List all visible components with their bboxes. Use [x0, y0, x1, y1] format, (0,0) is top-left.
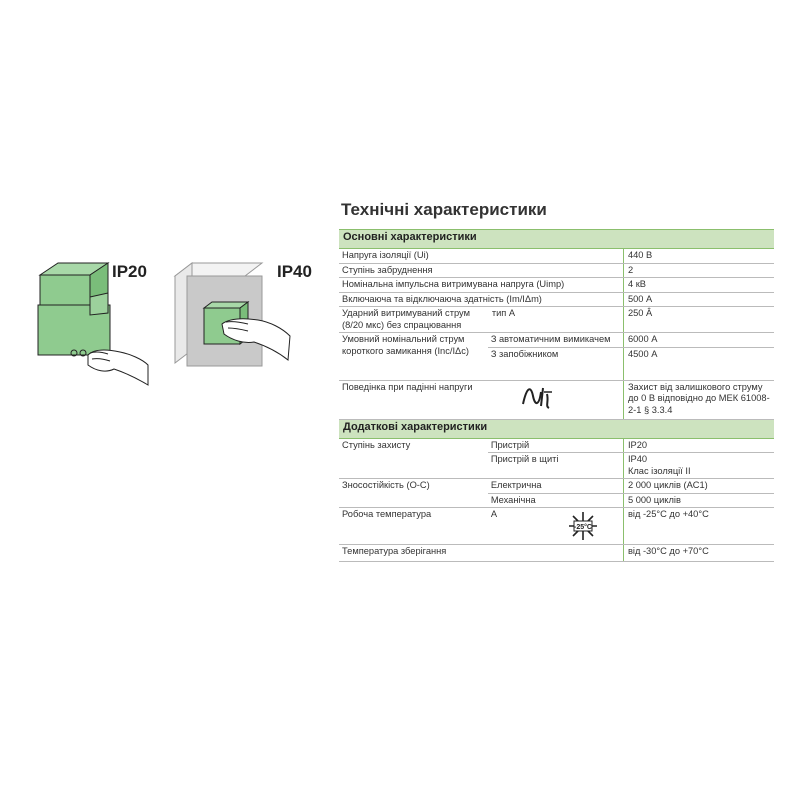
- table-row: [339, 263, 774, 278]
- row-value: 2: [623, 263, 774, 278]
- row-sublabel-cell: [488, 508, 624, 545]
- table-row: [339, 508, 774, 545]
- row-value: Захист від залишкового струму до 0 В відповідно до МЕК 61008-2-1 § 3.3.4: [623, 380, 774, 419]
- row-sublabel: тип A: [488, 307, 624, 333]
- snowflake-temperature-label: -25°C: [573, 524, 592, 531]
- row-label: Ступінь забруднення: [339, 263, 623, 278]
- row-label: Ступінь захисту: [339, 438, 488, 479]
- row-label-text: Поведінка при падінні напруги: [342, 381, 473, 392]
- table-row: [339, 380, 774, 419]
- row-label: Зносостійкість (O-C): [339, 479, 488, 508]
- row-sublabel: A: [490, 509, 498, 519]
- row-label: Умовний номінальний струм короткого замикання (Inc/IΔc): [339, 333, 488, 381]
- specs-table: [339, 229, 774, 562]
- table-row: [339, 545, 774, 562]
- table-row: [339, 333, 774, 348]
- row-label: Температура зберігання: [339, 545, 623, 562]
- section-title: Додаткові характеристики: [339, 419, 774, 438]
- snowflake-temperature-icon: [568, 511, 598, 541]
- row-value-line: Клас ізоляції II: [627, 465, 691, 476]
- table-row: [339, 249, 774, 264]
- row-label: Напруга ізоляції (Ui): [339, 249, 623, 264]
- sine-wave-icon: [519, 382, 559, 410]
- row-value: 250 Â: [623, 307, 774, 333]
- section-header-main: [339, 230, 774, 249]
- row-value: IP20: [623, 438, 774, 453]
- row-value: [623, 453, 774, 479]
- hand-icon: [88, 350, 148, 385]
- table-row: [339, 278, 774, 293]
- row-value: від -30°C до +70°C: [623, 545, 774, 562]
- row-value: 6000 А: [623, 333, 774, 348]
- page-title: Технічні характеристики: [341, 200, 547, 219]
- row-value: 4500 А: [623, 347, 774, 380]
- ip20-label: IP20: [112, 262, 147, 281]
- row-sublabel: Пристрій: [488, 438, 624, 453]
- row-value: від -25°C до +40°C: [623, 508, 774, 545]
- row-sublabel: З запобіжником: [488, 347, 624, 380]
- row-label: Ударний витримуваний струм (8/20 мкс) без спрацювання: [339, 307, 488, 333]
- din-rail-device: [38, 263, 110, 356]
- row-value-line: IP40: [627, 454, 648, 464]
- row-label: Номінальна імпульсна витримувана напруга (Uimp): [339, 278, 623, 293]
- row-value: 5 000 циклів: [623, 493, 774, 508]
- row-label: [339, 380, 623, 419]
- ip40-label: IP40: [277, 262, 312, 281]
- table-row: [339, 292, 774, 307]
- row-value: 4 кВ: [623, 278, 774, 293]
- row-value: 2 000 циклів (AC1): [623, 479, 774, 494]
- row-value: 500 А: [623, 292, 774, 307]
- table-row: [339, 479, 774, 494]
- table-row: [339, 438, 774, 453]
- row-sublabel: Пристрій в щиті: [488, 453, 624, 479]
- table-row: [339, 307, 774, 333]
- row-value: 440 В: [623, 249, 774, 264]
- row-sublabel: Електрична: [488, 479, 624, 494]
- section-title: Основні характеристики: [339, 230, 774, 249]
- row-label: Включаюча та відключаюча здатність (Im/IΔm): [339, 292, 623, 307]
- row-sublabel: Механічна: [488, 493, 624, 508]
- section-header-additional: [339, 419, 774, 438]
- row-label: Робоча температура: [339, 508, 488, 545]
- row-sublabel: З автоматичним вимикачем: [488, 333, 624, 348]
